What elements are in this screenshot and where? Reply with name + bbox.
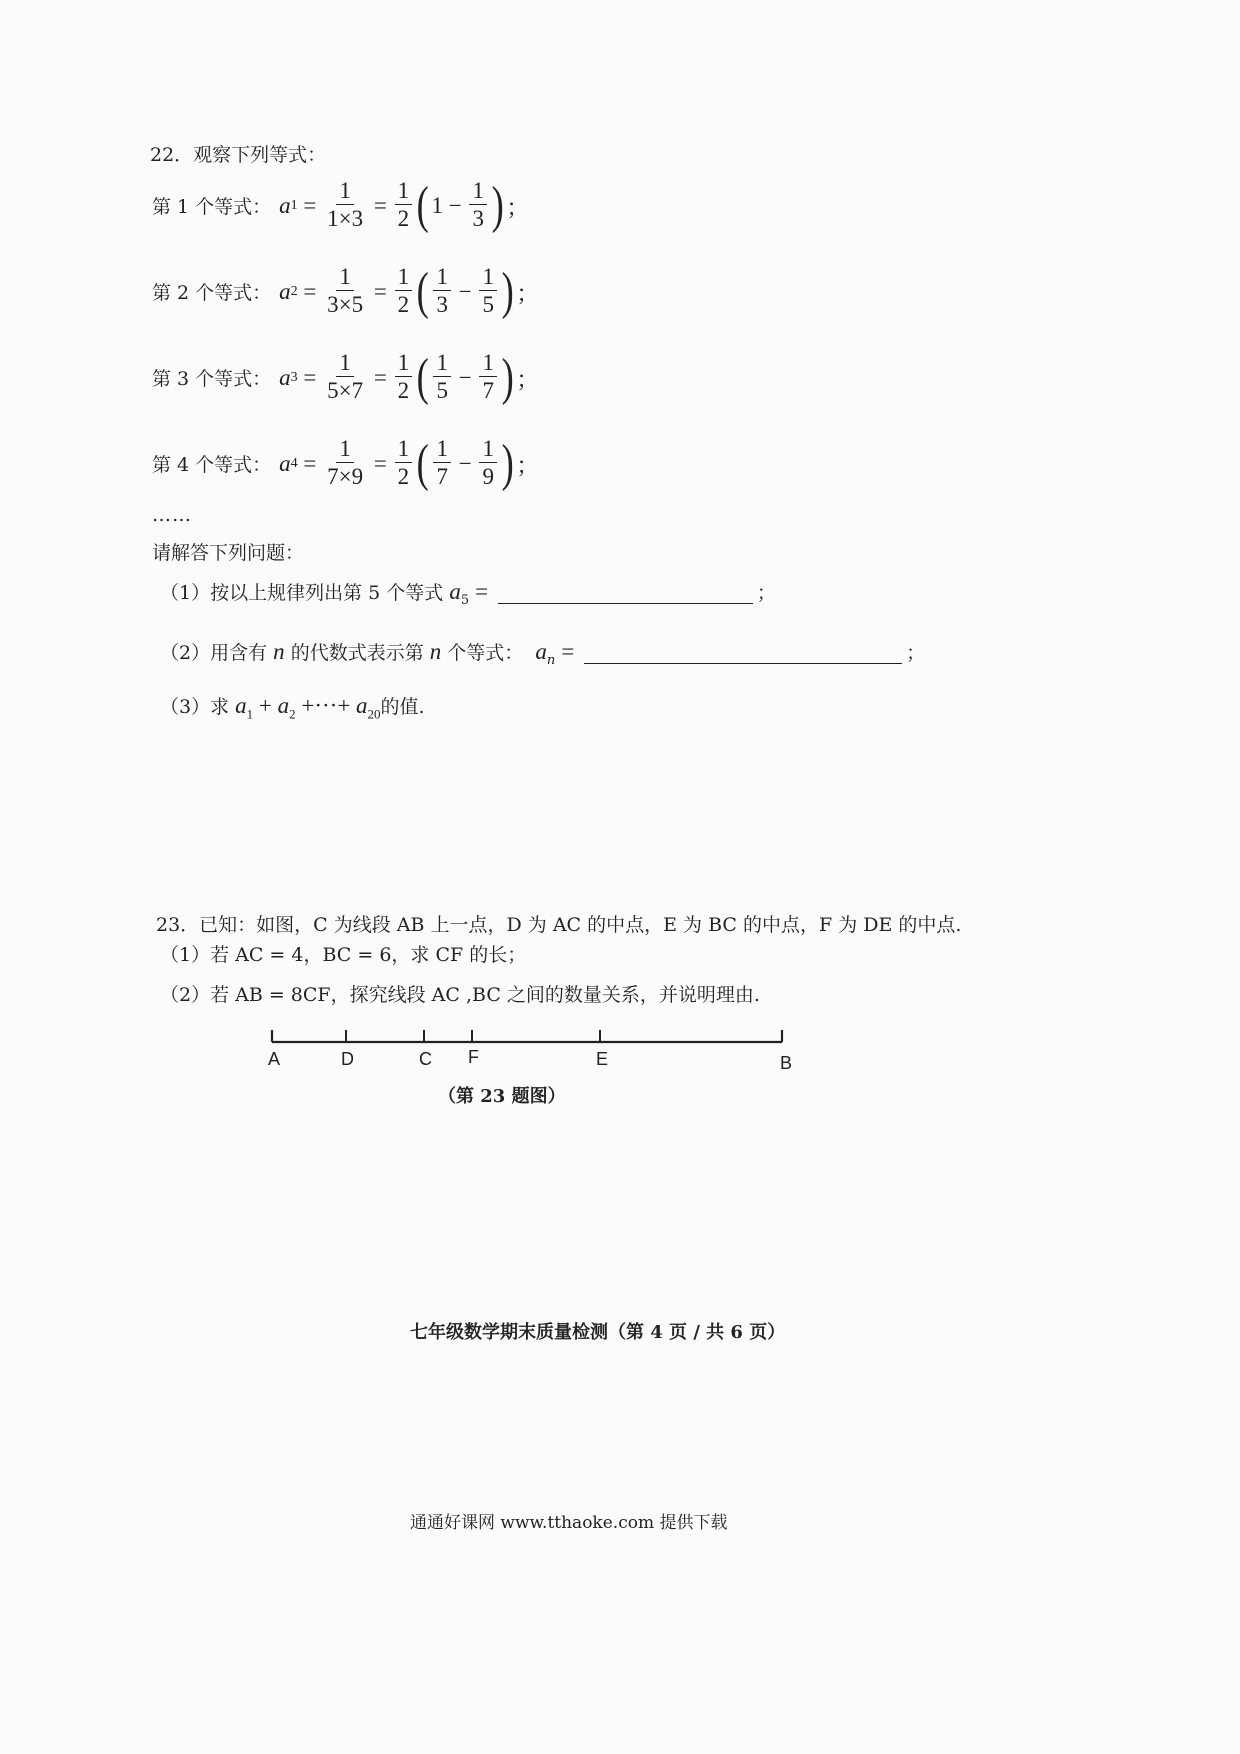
- equation-label: 第 3 个等式：: [152, 368, 272, 391]
- point-label-a: A: [268, 1049, 281, 1069]
- equation-label: 第 4 个等式：: [152, 454, 272, 477]
- equation-math: a 3 = $\frac{1}{5\times 7}$ = $\frac{1}{2}$ ( $\frac{1}{5}$ − $\frac{1}{7}$ ) ；: [279, 348, 540, 406]
- point-label-d: D: [341, 1049, 354, 1069]
- q23-part1: （1）若 AC = 4，BC = 6，求 CF 的长；: [160, 944, 527, 966]
- segment-figure: [260, 1020, 820, 1080]
- point-label-f: F: [468, 1047, 479, 1067]
- point-label-b: B: [780, 1053, 793, 1073]
- equation-math: a 2 = $\frac{1}{3\times 5}$ = $\frac{1}{2}$ ( $\frac{1}{3}$ − $\frac{1}{5}$ ) ；: [279, 262, 540, 320]
- equation-4: [152, 436, 539, 491]
- q22-prompt: 请解答下列问题：: [152, 542, 305, 564]
- equation-math: a 1 = $\frac{1}{1\times 3}$ = $\frac{1}{2}$ ( 1 − $\frac{1}{3}$ ) ；: [279, 176, 530, 234]
- figure-caption: （第 23 题图）: [438, 1086, 566, 1107]
- answer-blank-1[interactable]: [498, 585, 753, 604]
- answer-blank-2[interactable]: [584, 645, 902, 664]
- equation-label: 第 2 个等式：: [152, 282, 272, 305]
- ellipsis: ……: [152, 504, 192, 526]
- q22-title: 22．观察下列等式：: [150, 144, 327, 166]
- page-footer: 七年级数学期末质量检测（第 4 页 / 共 6 页）: [410, 1322, 786, 1343]
- equation-math: a 4 = $\frac{1}{7\times 9}$ = $\frac{1}{2}$ ( $\frac{1}{7}$ − $\frac{1}{9}$ ) ；: [279, 434, 540, 492]
- equation-1: [152, 178, 529, 233]
- q22-part2: （2）用含有 n 的代数式表示第 n 个等式： $a_n$ = ；: [160, 639, 926, 668]
- equation-3: [152, 350, 539, 405]
- equation-2: [152, 264, 539, 319]
- equation-label: 第 1 个等式：: [152, 196, 272, 219]
- download-notice: 通通好课网 www.tthaoke.com 提供下载: [410, 1513, 728, 1533]
- q23-statement: 23．已知：如图，C 为线段 AB 上一点，D 为 AC 的中点，E 为 BC 的中点，F 为 DE 的中点.: [156, 914, 962, 936]
- q23-part2: （2）若 AB = 8CF，探究线段 AC ,BC 之间的数量关系，并说明理由.: [160, 984, 760, 1006]
- point-label-c: C: [419, 1049, 432, 1069]
- q22-part3: （3）求 $a_1 + a_2$ +···+ $a_{20}$的值.: [160, 693, 425, 722]
- q22-part1: （1）按以上规律列出第 5 个等式 $a_5$ = ；: [160, 579, 776, 608]
- point-label-e: E: [596, 1049, 609, 1069]
